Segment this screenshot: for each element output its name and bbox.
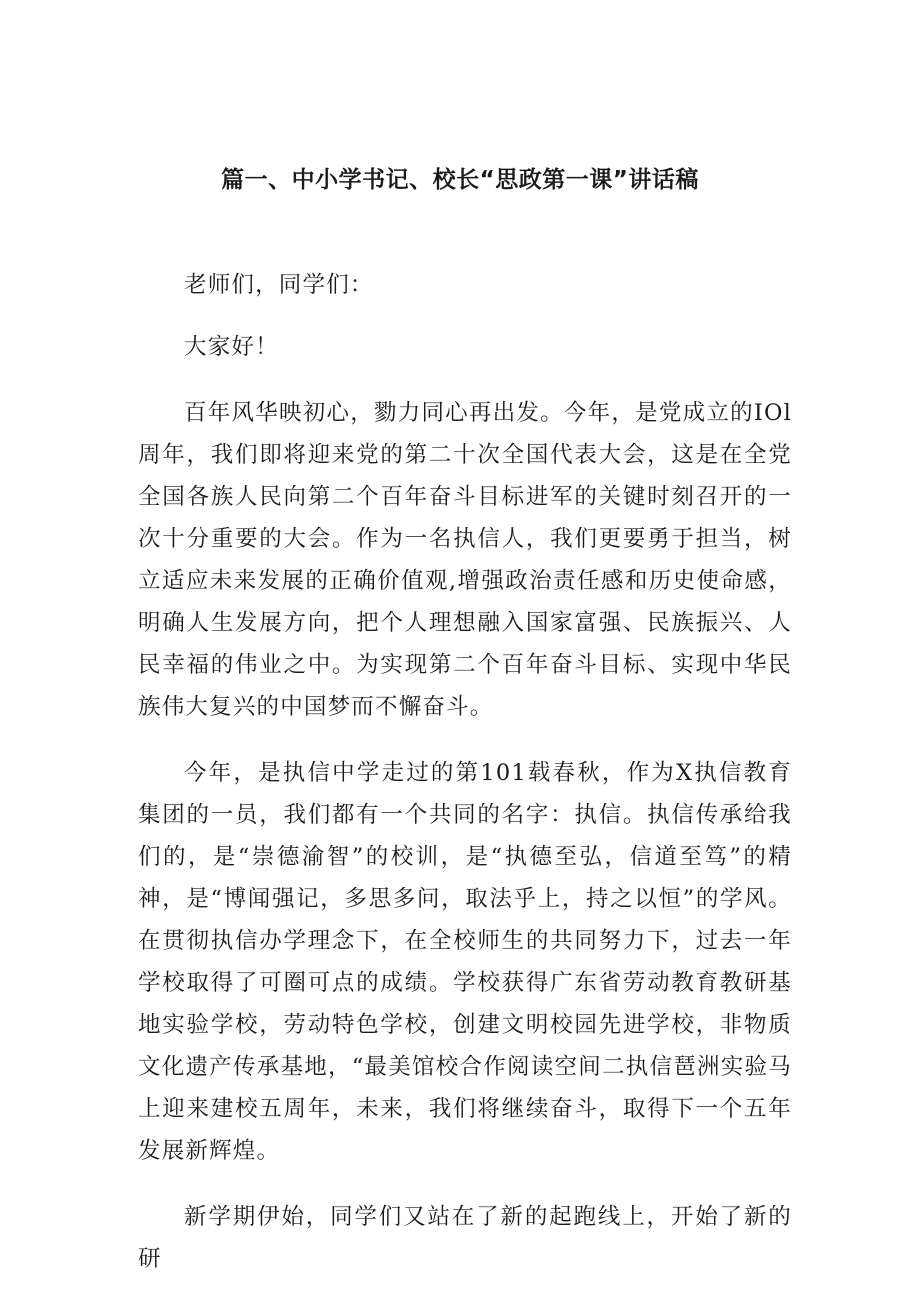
paragraph-greeting: 大家好！ [184, 334, 279, 360]
document-title: 篇一、中小学书记、校长“思政第一课”讲话稿 [221, 167, 699, 193]
document-body [138, 264, 792, 1280]
paragraph-salutation: 老师们，同学们： [184, 272, 374, 298]
paragraph-school: 今年，是执信中学走过的第101载春秋，作为X执信教育集团的一员，我们都有一个共同的名字：执信。执信传承给我们的，是“崇德渝智”的校训，是“执德至弘，信道至笃”的精神，是“博闻强记，多思多问，取法乎上，持之以恒”的学风。在贯彻执信办学理念下，在全校师生的共同努力下，过去一年学校取得了可圈可点的成绩。学校获得广东省劳动教育教研基地实验学校，劳动特色学校，创建文明校园先进学校，非物质文化遗产传承基地，“最美馆校合作阅读空间二执信琶洲实验马上迎来建校五周年，未来，我们将继续奋斗，取得下一个五年发展新辉煌。 [138, 760, 792, 1164]
paragraph-new-semester: 新学期伊始，同学们又站在了新的起跑线上，开始了新的研 [138, 1204, 792, 1272]
paragraph-centenary: 百年风华映初心，勠力同心再出发。今年，是党成立的IOl周年，我们即将迎来党的第二十次全国代表大会，这是在全党全国各族人民向第二个百年奋斗目标进军的关键时刻召开的一次十分重要的大会。作为一名执信人，我们更要勇于担当，树立适应未来发展的正确价值观,增强政治责任感和历史使命感，明确人生发展方向，把个人理想融入国家富强、民族振兴、人民幸福的伟业之中。为实现第二个百年奋斗目标、实现中华民族伟大复兴的中国梦而不懈奋斗。 [138, 400, 792, 720]
